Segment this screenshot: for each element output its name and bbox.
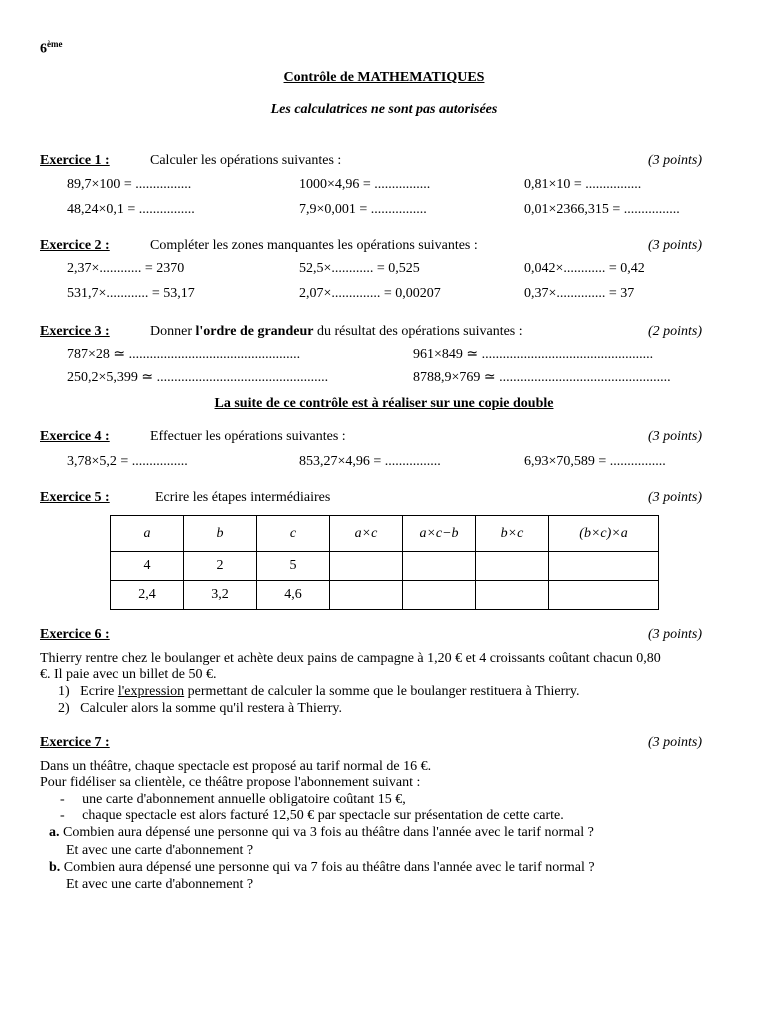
table-cell	[403, 581, 476, 610]
q-number: 2)	[58, 701, 70, 716]
table-cell	[330, 581, 403, 610]
grade-level	[40, 36, 63, 58]
table-row	[111, 552, 659, 581]
table-header-row	[111, 516, 659, 552]
ex2-item: 52,5×............ = 0,525	[299, 261, 420, 276]
table-cell	[549, 552, 659, 581]
ex7-text: Dans un théâtre, chaque spectacle est proposé au tarif normal de 16 €.	[40, 759, 432, 774]
table-cell: 4,6	[257, 581, 330, 610]
table-cell	[476, 581, 549, 610]
copy-double-note: La suite de ce contrôle est à réaliser sur une copie double	[214, 396, 554, 411]
bullet-text: une carte d'abonnement annuelle obligatoire coûtant 15 €,	[82, 792, 406, 807]
ex6-label: Exercice 6 :	[40, 627, 110, 642]
q-label: a.	[49, 825, 60, 840]
table-cell: 4	[111, 552, 184, 581]
ex3-instruction	[150, 324, 523, 340]
ex1-label: Exercice 1 :	[40, 153, 110, 168]
q-underlined: l'expression	[117, 684, 185, 699]
ex4-instruction: Effectuer les opérations suivantes :	[150, 429, 346, 444]
ex3-item: 250,2×5,399 ≃ .................................................	[67, 370, 329, 385]
ex6-text: Thierry rentre chez le boulanger et achète deux pains de campagne à 1,20 € et 4 croissants coûtant chacun 0,80	[40, 651, 661, 666]
table-cell	[330, 552, 403, 581]
q-text: Combien aura dépensé une personne qui va 3 fois au théâtre dans l'année avec le tarif normal ?	[63, 825, 594, 840]
ex1-item: 1000×4,96 = ................	[299, 177, 431, 192]
ex1-item: 89,7×100 = ................	[67, 177, 192, 192]
ex3-instr-bold: l'ordre de grandeur	[195, 324, 314, 339]
ex4-item: 6,93×70,589 = ................	[524, 454, 666, 469]
table-row	[111, 581, 659, 610]
ex3-instr-post: du résultat des opérations suivantes :	[313, 324, 523, 339]
ex7-question-b2: Et avec une carte d'abonnement ?	[66, 877, 254, 892]
ex3-item: 787×28 ≃ .................................................	[67, 347, 301, 362]
ex5-table	[110, 515, 659, 610]
header-cell: a×c−b	[403, 516, 476, 552]
ex2-points: (3 points)	[647, 238, 702, 253]
table-cell	[549, 581, 659, 610]
table-cell	[476, 552, 549, 581]
ex1-item: 0,81×10 = ................	[524, 177, 642, 192]
ex6-text: €. Il paie avec un billet de 50 €.	[40, 667, 217, 682]
header-cell: b×c	[476, 516, 549, 552]
ex2-instruction: Compléter les zones manquantes les opérations suivantes :	[150, 238, 478, 253]
ex3-points: (2 points)	[647, 324, 702, 339]
ex2-item: 0,37×.............. = 37	[524, 286, 635, 301]
page-title: Contrôle de MATHEMATIQUES	[283, 70, 485, 85]
ex2-label: Exercice 2 :	[40, 238, 110, 253]
ex7-label: Exercice 7 :	[40, 735, 110, 750]
ex7-question-a2: Et avec une carte d'abonnement ?	[66, 843, 254, 858]
ex2-item: 0,042×............ = 0,42	[524, 261, 645, 276]
ex1-item: 7,9×0,001 = ................	[299, 202, 427, 217]
ex2-item: 531,7×............ = 53,17	[67, 286, 195, 301]
ex1-item: 48,24×0,1 = ................	[67, 202, 195, 217]
ex4-item: 853,27×4,96 = ................	[299, 454, 441, 469]
header-cell: b	[184, 516, 257, 552]
ex5-instruction: Ecrire les étapes intermédiaires	[155, 490, 331, 505]
page-subtitle: Les calculatrices ne sont pas autorisées	[270, 102, 498, 117]
q-text: Ecrire	[80, 684, 118, 699]
table-cell	[403, 552, 476, 581]
ex1-item: 0,01×2366,315 = ................	[524, 202, 680, 217]
ex4-item: 3,78×5,2 = ................	[67, 454, 188, 469]
q-label: b.	[49, 860, 61, 875]
header-cell: (b×c)×a	[549, 516, 659, 552]
table-cell: 5	[257, 552, 330, 581]
ex6-points: (3 points)	[647, 627, 702, 642]
ex4-label: Exercice 4 :	[40, 429, 110, 444]
header-cell: c	[257, 516, 330, 552]
ex4-points: (3 points)	[647, 429, 702, 444]
header-cell: a	[111, 516, 184, 552]
ex5-label: Exercice 5 :	[40, 490, 110, 505]
ex1-instruction: Calculer les opérations suivantes :	[150, 153, 342, 168]
header-cell: a×c	[330, 516, 403, 552]
ex7-bullet: - chaque spectacle est alors facturé 12,50 € par spectacle sur présentation de cette carte.	[60, 808, 564, 823]
ex3-item: 961×849 ≃ .................................................	[413, 347, 654, 362]
ex7-text: Pour fidéliser sa clientèle, ce théâtre propose l'abonnement suivant :	[40, 775, 421, 790]
ex5-points: (3 points)	[647, 490, 702, 505]
table-cell: 3,2	[184, 581, 257, 610]
grade-suffix: ème	[47, 39, 63, 49]
grade-number: 6	[40, 41, 47, 57]
q-number: 1)	[58, 684, 70, 699]
ex3-instr-pre: Donner	[150, 324, 196, 339]
ex2-item: 2,07×.............. = 0,00207	[299, 286, 441, 301]
ex1-points: (3 points)	[647, 153, 702, 168]
ex7-points: (3 points)	[647, 735, 702, 750]
ex7-question-a	[49, 825, 594, 841]
q-text: Combien aura dépensé une personne qui va 7 fois au théâtre dans l'année avec le tarif normal ?	[63, 860, 595, 875]
ex7-question-b	[49, 860, 595, 876]
ex6-question-1	[58, 684, 580, 700]
q-text: Calculer alors la somme qu'il restera à Thierry.	[80, 701, 342, 716]
table-cell: 2,4	[111, 581, 184, 610]
ex3-item: 8788,9×769 ≃ .................................................	[413, 370, 671, 385]
table-cell: 2	[184, 552, 257, 581]
ex3-label: Exercice 3 :	[40, 324, 110, 339]
bullet-text: chaque spectacle est alors facturé 12,50 € par spectacle sur présentation de cette carte.	[82, 808, 564, 823]
ex6-question-2	[58, 701, 342, 717]
q-text: permettant de calculer la somme que le boulanger restituera à Thierry.	[184, 684, 580, 699]
ex2-item: 2,37×............ = 2370	[67, 261, 185, 276]
ex7-bullet: - une carte d'abonnement annuelle obligatoire coûtant 15 €,	[60, 792, 406, 807]
